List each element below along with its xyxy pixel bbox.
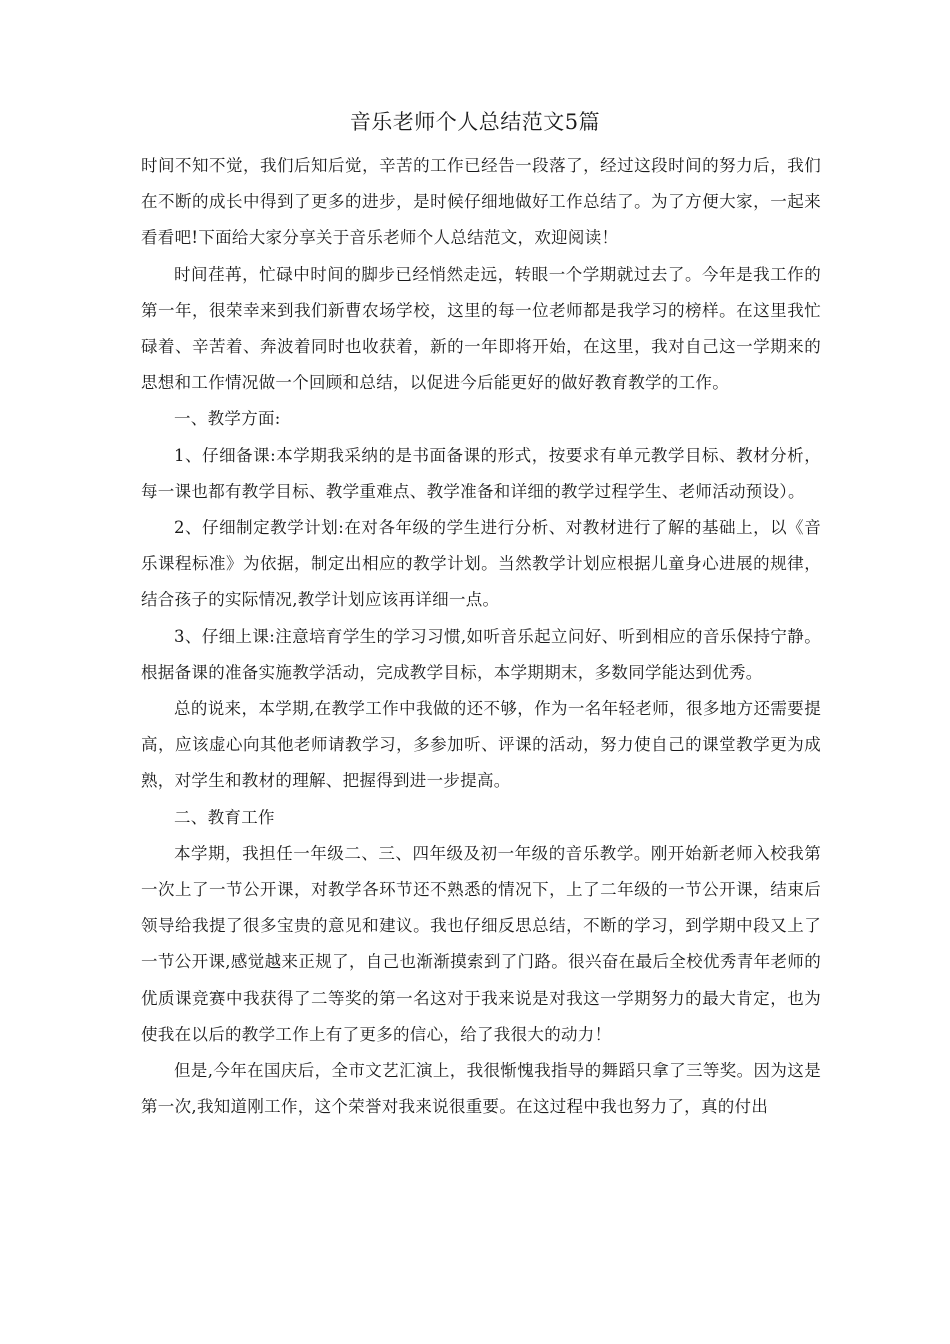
section-heading-education: 二、教育工作 (174, 807, 275, 827)
document-title: 音乐老师个人总结范文5篇 (349, 110, 601, 134)
paragraph-education-work: 本学期，我担任一年级二、三、四年级及初一年级的音乐教学。刚开始新老师入校我第一次上了一节公开课，对教学各环节还不熟悉的情况下，上了二年级的一节公开课，结束后领导给我提了很多宝贵的意见和建议。我也仔细反思总结，不断的学习，到学期中段又上了一节公开课,感觉越来正规了，自己也渐渐摸索到了门路。很兴奋在最后全校优秀青年老师的优质课竞赛中我获得了二等奖的第一名这对于我来说是对我这一学期努力的最大肯定，也为使我在以后的教学工作上有了更多的信心，给了我很大的动力！ (141, 843, 821, 1044)
paragraph-intro: 时间不知不觉，我们后知后觉，辛苦的工作已经告一段落了，经过这段时间的努力后，我们在不断的成长中得到了更多的进步，是时候仔细地做好工作总结了。为了方便大家，一起来看看吧!下面给大家分享关于音乐老师个人总结范文，欢迎阅读！ (141, 156, 821, 248)
paragraph-opening: 时间荏苒，忙碌中时间的脚步已经悄然走远，转眼一个学期就过去了。今年是我工作的第一年，很荣幸来到我们新曹农场学校，这里的每一位老师都是我学习的榜样。在这里我忙碌着、辛苦着、奔波着同时也收获着，新的一年即将开始，在这里，我对自己这一学期来的思想和工作情况做一个回顾和总结，以促进今后能更好的做好教育教学的工作。 (141, 264, 821, 393)
section-heading-teaching: 一、教学方面: (174, 409, 281, 429)
paragraph-performance: 但是,今年在国庆后，全市文艺汇演上，我很惭愧我指导的舞蹈只拿了三等奖。因为这是第一次,我知道刚工作，这个荣誉对我来说很重要。在这过程中我也努力了，真的付出 (141, 1061, 821, 1117)
paragraph-teaching-plan: 2、仔细制定教学计划:在对各年级的学生进行分析、对教材进行了解的基础上，以《音乐课程标准》为依据，制定出相应的教学计划。当然教学计划应根据儿童身心进展的规律，结合孩子的实际情况,教学计划应该再详细一点。 (141, 518, 821, 610)
paragraph-classes: 3、仔细上课:注意培育学生的学习习惯,如听音乐起立问好、听到相应的音乐保持宁静。根据备课的准备实施教学活动，完成教学目标，本学期期末，多数同学能达到优秀。 (141, 626, 821, 682)
document-body (141, 148, 821, 1125)
paragraph-teaching-summary: 总的说来，本学期,在教学工作中我做的还不够，作为一名年轻老师，很多地方还需要提高，应该虚心向其他老师请教学习，多参加听、评课的活动，努力使自己的课堂教学更为成熟，对学生和教材的理解、把握得到进一步提高。 (141, 699, 821, 791)
paragraph-lesson-prep: 1、仔细备课:本学期我采纳的是书面备课的形式，按要求有单元教学目标、教材分析，每一课也都有教学目标、教学重难点、教学准备和详细的教学过程学生、老师活动预设）。 (141, 445, 821, 501)
